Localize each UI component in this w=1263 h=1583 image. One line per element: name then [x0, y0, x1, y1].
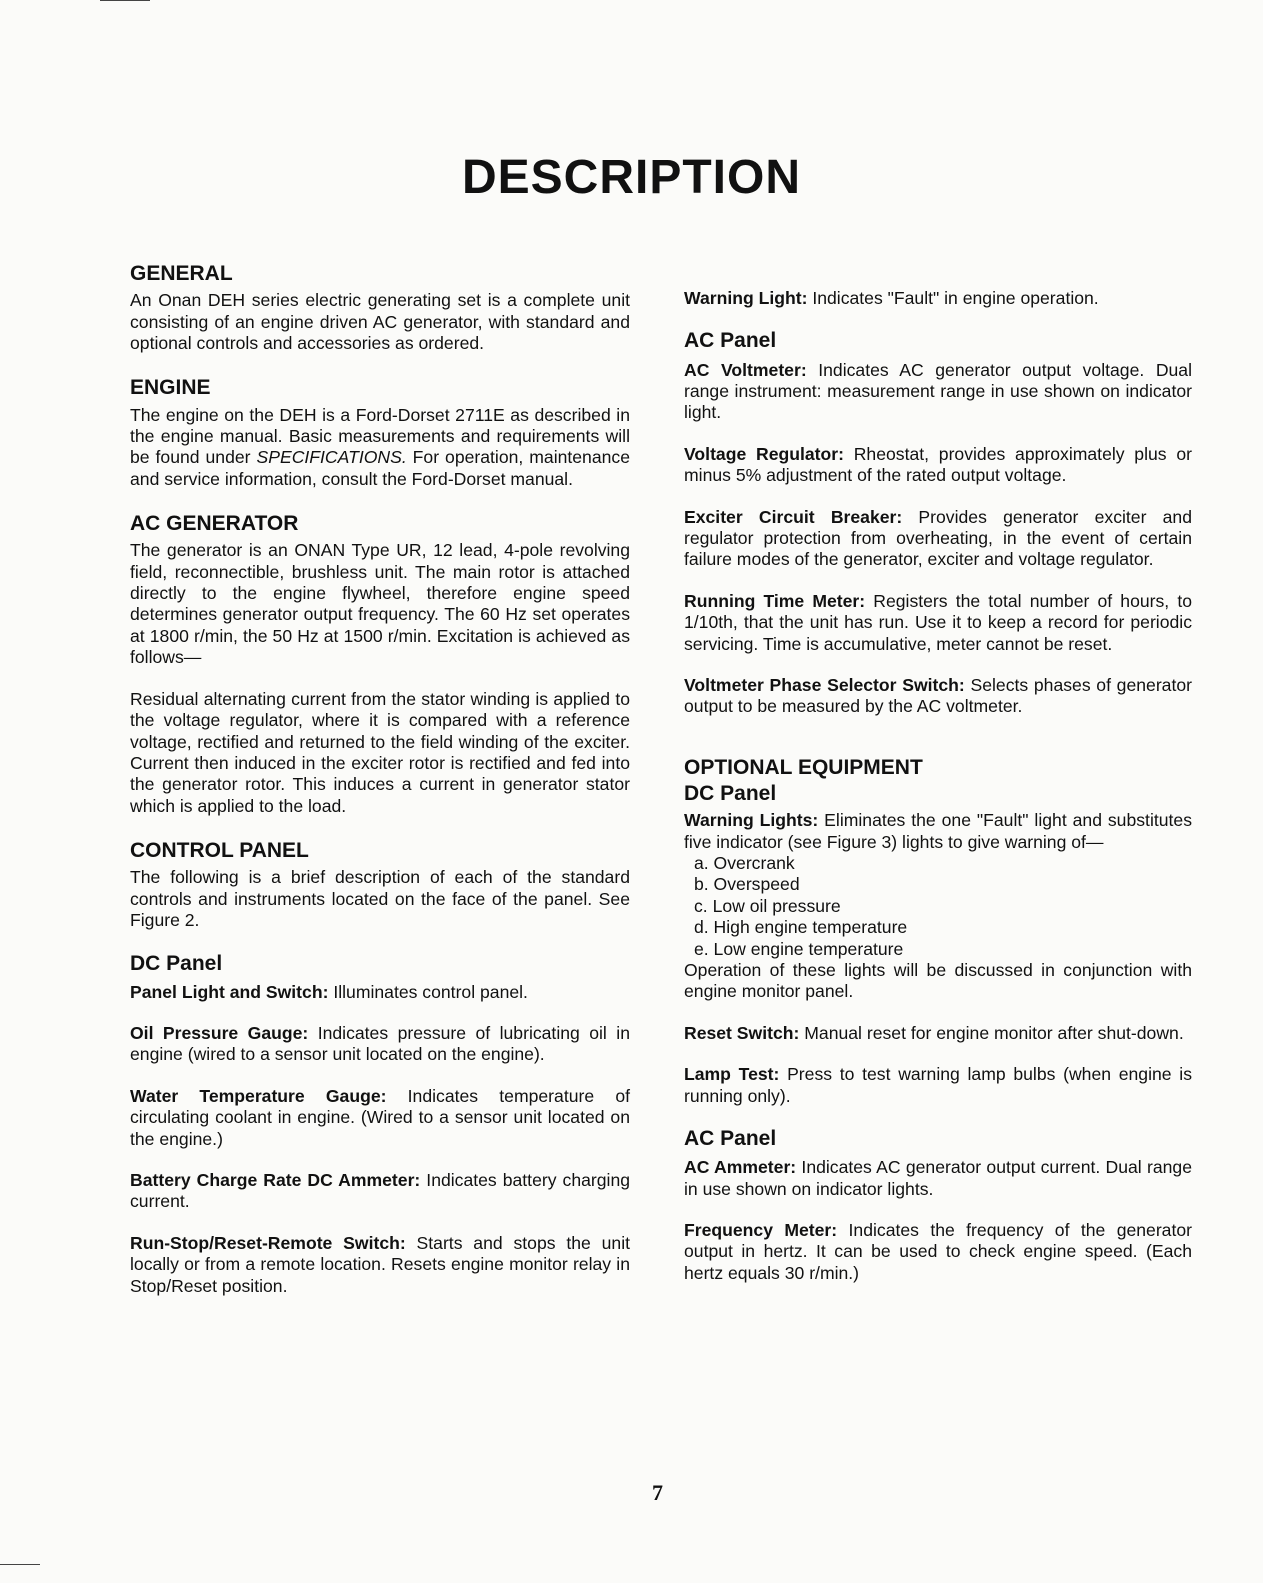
dc-item-run-stop-switch: Run-Stop/Reset-Remote Switch: Starts and stops the unit locally or from a remote location. Resets engine monitor relay in Stop/Reset position.: [130, 1232, 630, 1296]
section-heading-general: GENERAL: [130, 262, 233, 285]
warning-list: [684, 853, 1192, 960]
subheading-ac-panel: AC Panel: [684, 329, 777, 353]
section-heading-ac-generator: AC GENERATOR: [130, 512, 299, 536]
list-item: b. Overspeed: [694, 874, 800, 895]
ac-item-voltmeter: AC Voltmeter: Indicates AC generator output voltage. Dual range instrument: measurement range in use shown on indicator light.: [684, 359, 1192, 423]
dc-panel-items: [130, 982, 630, 1297]
ac-panel-items: [684, 360, 1192, 718]
list-item: d. High engine temperature: [694, 917, 908, 938]
page-number: 7: [652, 1480, 663, 1505]
page-title: DESCRIPTION: [461, 151, 802, 205]
dc-item-battery-ammeter: Battery Charge Rate DC Ammeter: Indicates battery charging current.: [130, 1170, 631, 1212]
subheading-optional-dc-panel: DC Panel: [684, 781, 777, 805]
section-general: [130, 262, 630, 354]
top-rule: [100, 0, 150, 1]
section-heading-control-panel: CONTROL PANEL: [130, 839, 309, 863]
right-column: [684, 288, 1192, 1284]
ac-item-voltage-regulator: Voltage Regulator: Rheostat, provides approximately plus or minus 5% adjustment of the rated output voltage.: [684, 443, 1192, 486]
dc-item-water-temperature: Water Temperature Gauge: Indicates temperature of circulating coolant in engine. (Wired to a sensor unit located on the engine.): [130, 1085, 630, 1149]
ac-generator-para-1: The generator is an ONAN Type UR, 12 lead, 4-pole revolving field, reconnectible, brushless unit. The main rotor is attached directly to the engine flywheel, therefore engine speed determines generator output frequency. The 60 Hz set operates at 1800 r/min, the 50 Hz at 1500 r/min. Excitation is achieved as follows—: [130, 540, 630, 668]
ac-item-exciter-breaker: Exciter Circuit Breaker: Provides generator exciter and regulator protection from overheating, in the event of certain failure modes of the generator, exciter and voltage regulator.: [684, 506, 1192, 570]
section-heading-engine: ENGINE: [130, 376, 211, 400]
ac-generator-para-2: Residual alternating current from the stator winding is applied to the voltage regulator, where it is compared with a reference voltage, rectified and returned to the field winding of the exciter. Current then induced in the exciter rotor is rectified and fed into the generator rotor. This induces a current in generator stator which is applied to the load.: [130, 688, 630, 816]
section-ac-generator: [130, 512, 630, 817]
opt-item-warning-lights: Warning Lights: Eliminates the one "Fault" light and substitutes five indicator (see Figure 3) lights to give warning of—: [684, 810, 1192, 852]
ac-item-phase-selector: Voltmeter Phase Selector Switch: Selects phases of generator output to be measured by the AC voltmeter.: [684, 675, 1192, 717]
left-column: [130, 262, 630, 1297]
general-text: An Onan DEH series electric generating set is a complete unit consisting of an engine driven AC generator, with standard and optional controls and accessories as ordered.: [130, 290, 630, 353]
subheading-dc-panel: DC Panel: [130, 951, 223, 975]
ac-item-running-time-meter: Running Time Meter: Registers the total number of hours, to 1/10th, that the unit has run. Use it to keep a record for periodic servicing. Time is accumulative, meter cannot be reset.: [684, 590, 1193, 654]
bottom-rule: [0, 1564, 40, 1565]
opt-operation-note: Operation of these lights will be discussed in conjunction with engine monitor panel.: [684, 959, 1192, 1002]
opt-item-lamp-test: Lamp Test: Press to test warning lamp bulbs (when engine is running only).: [684, 1064, 1192, 1106]
section-engine: [130, 376, 630, 490]
opt-item-reset-switch: Reset Switch: Manual reset for engine monitor after shut-down.: [684, 1022, 1184, 1043]
list-item: c. Low oil pressure: [694, 895, 841, 916]
section-heading-optional-equipment: OPTIONAL EQUIPMENT: [684, 755, 923, 779]
section-control-panel: [130, 839, 630, 931]
opt-item-ac-ammeter: AC Ammeter: Indicates AC generator output current. Dual range in use shown on indicator lights.: [684, 1157, 1192, 1199]
list-item: e. Low engine temperature: [694, 938, 904, 959]
dc-item-panel-light: Panel Light and Switch: Illuminates control panel.: [130, 981, 528, 1002]
opt-item-frequency-meter: Frequency Meter: Indicates the frequency of the generator output in hertz. It can be used to check engine speed. (Each hertz equals 30 r/min.): [684, 1219, 1193, 1283]
dc-item-oil-pressure: Oil Pressure Gauge: Indicates pressure of lubricating oil in engine (wired to a sensor unit located on the engine).: [130, 1023, 630, 1065]
subheading-optional-ac-panel: AC Panel: [684, 1126, 777, 1150]
specifications-reference: SPECIFICATIONS.: [256, 447, 407, 468]
dc-item-warning-light: Warning Light: Indicates "Fault" in engine operation.: [684, 288, 1099, 308]
list-item: a. Overcrank: [694, 852, 795, 873]
engine-text: The engine on the DEH is a Ford-Dorset 2711E as described in the engine manual. Basic measurements and requirements will be found under SPECIFICATIONS. For operation, maintenance and service information, consult the Ford-Dorset manual.: [130, 404, 630, 489]
control-panel-text: The following is a brief description of each of the standard controls and instruments located on the face of the panel. See Figure 2.: [130, 867, 630, 931]
